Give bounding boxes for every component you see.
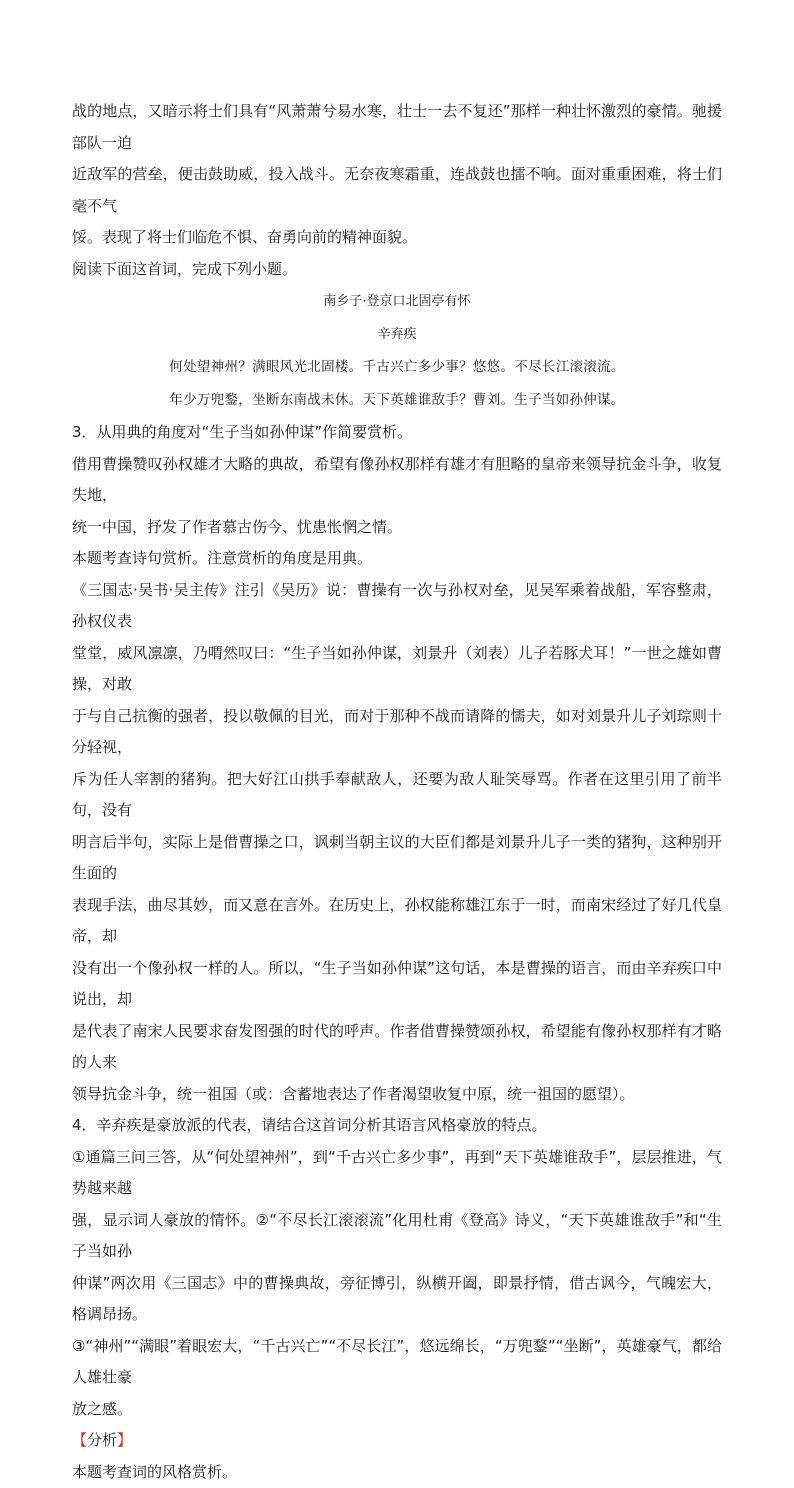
poem-author: 辛弃疾 bbox=[72, 318, 722, 351]
explanation-line: 斥为任人宰割的猪狗。把大好江山拱手奉献敌人，还要为敌人耻笑辱骂。作者在这里引用了前半句，没有 bbox=[72, 764, 722, 827]
intro-line: 战的地点，又暗示将士们具有“风萧萧兮易水寒，壮士一去不复还”那样一种壮怀激烈的豪情。驰援部队一迫 bbox=[72, 96, 722, 159]
intro-line: 馁。表现了将士们临危不惧、奋勇向前的精神面貌。 bbox=[72, 222, 722, 254]
explanation-line: 领导抗金斗争，统一祖国（或：含蓄地表达了作者渴望收复中原，统一祖国的愿望）。 bbox=[72, 1079, 722, 1111]
answer-line: 借用曹操赞叹孙权雄才大略的典故，希望有像孙权那样有雄才有胆略的皇帝来领导抗金斗争，收复失地， bbox=[72, 449, 722, 512]
explanation-line: 于与自己抗衡的强者，投以敬佩的目光，而对于那种不战而请降的懦夫，如对刘景升儿子刘琮则十分轻视， bbox=[72, 701, 722, 764]
poem-line: 年少万兜鍪，坐断东南战未休。天下英雄谁敌手？曹刘。生子当如孙仲谋。 bbox=[72, 384, 722, 417]
poem-block bbox=[72, 285, 722, 417]
poem-line: 何处望神州？满眼风光北固楼。千古兴亡多少事？悠悠。不尽长江滚滚流。 bbox=[72, 351, 722, 384]
explanation-line: 明言后半句，实际上是借曹操之口，讽刺当朝主议的大臣们都是刘景升儿子一类的猪狗，这种别开生面的 bbox=[72, 827, 722, 890]
question-4: 4．辛弃疾是豪放派的代表，请结合这首词分析其语言风格豪放的特点。 bbox=[72, 1110, 722, 1142]
reading-instruction: 阅读下面这首词，完成下列小题。 bbox=[72, 254, 722, 286]
explanation-line: 表现手法，曲尽其妙，而又意在言外。在历史上，孙权能称雄江东于一时，而南宋经过了好几代皇帝，却 bbox=[72, 890, 722, 953]
question-3: 3．从用典的角度对“生子当如孙仲谋”作简要赏析。 bbox=[72, 417, 722, 449]
explanation-line: 堂堂，威风凛凛，乃喟然叹曰：“生子当如孙仲谋，刘景升（刘表）儿子若豚犬耳！”一世之雄如曹操，对敢 bbox=[72, 638, 722, 701]
explanation-line: 《三国志·吴书·吴主传》注引《吴历》说：曹操有一次与孙权对垒，见吴军乘着战船，军容整肃，孙权仪表 bbox=[72, 575, 722, 638]
answer-line: 仲谋”两次用《三国志》中的曹操典故，旁征博引，纵横开阖，即景抒情，借古讽今，气魄宏大，格调昂扬。 bbox=[72, 1268, 722, 1331]
answer-line: 强，显示词人豪放的情怀。②“不尽长江滚滚流”化用杜甫《登高》诗义，“天下英雄谁敌手”和“生子当如孙 bbox=[72, 1205, 722, 1268]
analysis-label bbox=[72, 1425, 722, 1457]
answer-line: 放之感。 bbox=[72, 1394, 722, 1426]
explanation-line: 是代表了南宋人民要求奋发图强的时代的呼声。作者借曹操赞颂孙权，希望能有像孙权那样有才略的人来 bbox=[72, 1016, 722, 1079]
poem-title: 南乡子·登京口北固亭有怀 bbox=[72, 285, 722, 318]
analysis-label-text: 分析 bbox=[87, 1431, 117, 1449]
answer-line: ①通篇三问三答，从“何处望神州”，到“千古兴亡多少事”，再到“天下英雄谁敌手”，层层推进，气势越来越 bbox=[72, 1142, 722, 1205]
intro-line: 近敌军的营垒，便击鼓助威，投入战斗。无奈夜寒霜重，连战鼓也擂不响。面对重重困难，将士们毫不气 bbox=[72, 159, 722, 222]
answer-line: ③“神州”“满眼”着眼宏大，“千古兴亡”“不尽长江”，悠远绵长，“万兜鍪”“坐断”，英雄豪气，都给人雄壮豪 bbox=[72, 1331, 722, 1394]
answer-line: 统一中国，抒发了作者慕古伤今、忧患怅惘之情。 bbox=[72, 512, 722, 544]
bracket-mark: 【 bbox=[72, 1431, 87, 1449]
explanation-line: 没有出一个像孙权一样的人。所以，“生子当如孙仲谋”这句话，本是曹操的语言，而由辛弃疾口中说出，却 bbox=[72, 953, 722, 1016]
page-content bbox=[72, 96, 722, 1488]
analysis-text: 本题考查词的风格赏析。 bbox=[72, 1457, 722, 1488]
bracket-mark: 】 bbox=[117, 1431, 132, 1449]
analysis-note: 本题考查诗句赏析。注意赏析的角度是用典。 bbox=[72, 543, 722, 575]
